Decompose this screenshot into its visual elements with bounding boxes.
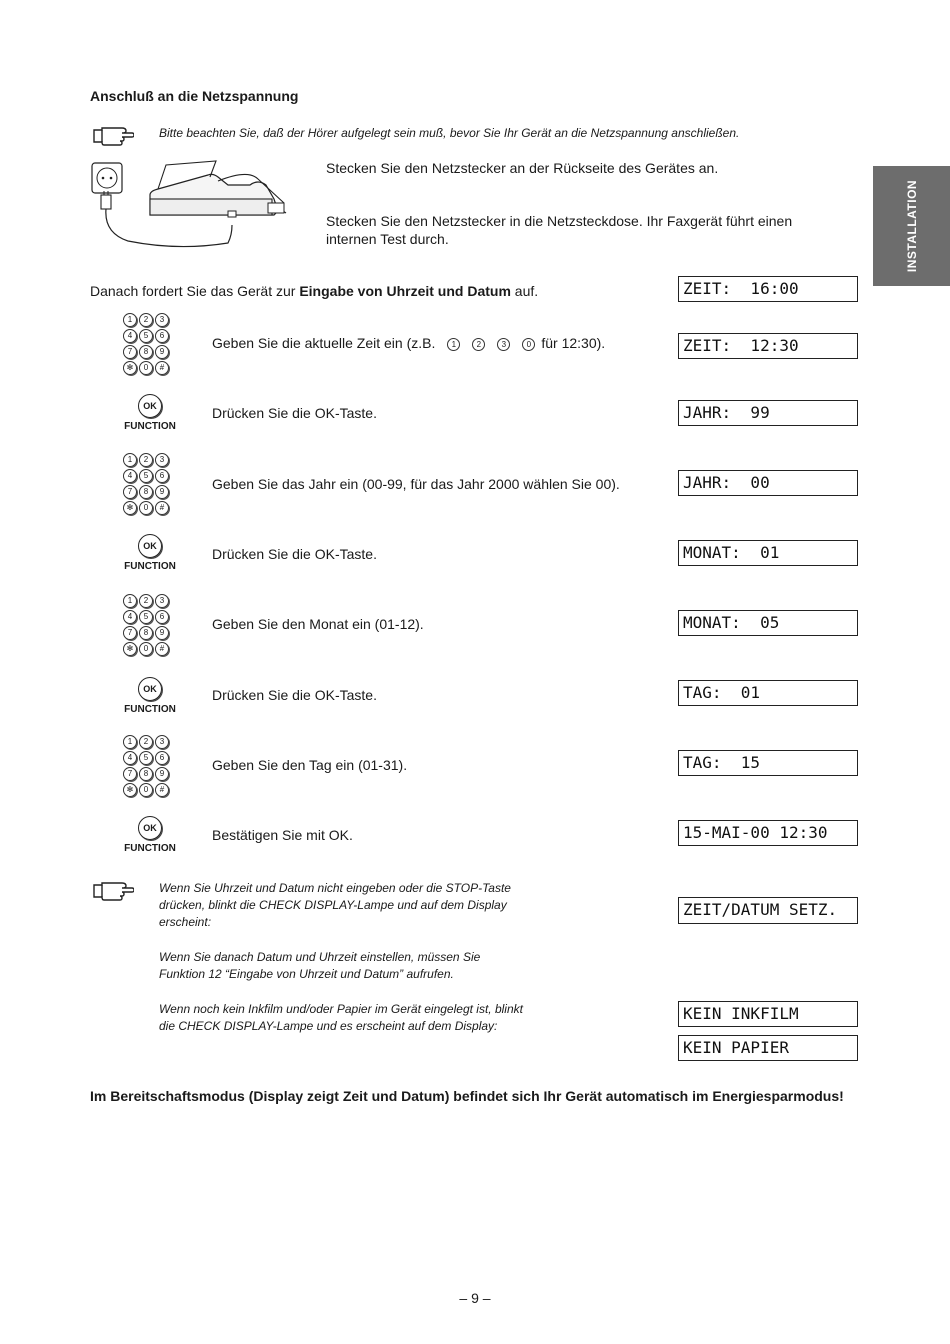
key-icon: 6 bbox=[155, 610, 169, 624]
key-icon: ✻ bbox=[123, 501, 137, 515]
connect-step-rear: Stecken Sie den Netzstecker an der Rückseite des Gerätes an. bbox=[326, 160, 719, 176]
lcd-tag-entered: TAG: 15 bbox=[678, 750, 858, 776]
key-icon: 1 bbox=[123, 453, 137, 467]
note-line: Wenn noch kein Inkfilm und/oder Papier im Gerät eingelegt ist, blinkt bbox=[159, 1002, 523, 1016]
keypad-row bbox=[123, 453, 177, 467]
key-icon: 8 bbox=[139, 485, 153, 499]
step-ok-2: Drücken Sie die OK-Taste. bbox=[212, 546, 377, 562]
key-icon: 3 bbox=[155, 735, 169, 749]
keypad-icon bbox=[123, 313, 177, 377]
intro-bold: Eingabe von Uhrzeit und Datum bbox=[299, 283, 511, 299]
key-icon: 5 bbox=[139, 751, 153, 765]
key-icon: 2 bbox=[472, 338, 485, 351]
key-icon: 4 bbox=[123, 469, 137, 483]
key-icon: 7 bbox=[123, 485, 137, 499]
key-icon: 0 bbox=[139, 642, 153, 656]
lcd-monat-entered: MONAT: 05 bbox=[678, 610, 858, 636]
key-icon: 4 bbox=[123, 610, 137, 624]
fax-power-connection-illustration bbox=[88, 155, 318, 255]
section-tab bbox=[873, 166, 950, 286]
connect-step-socket-line1: Stecken Sie den Netzstecker in die Netzsteckdose. Ihr Faxgerät führt einen bbox=[326, 213, 793, 229]
key-icon: ✻ bbox=[123, 783, 137, 797]
section-tab-label: INSTALLATION bbox=[904, 179, 919, 273]
lcd-zeit-entered: ZEIT: 12:30 bbox=[678, 333, 858, 359]
keypad-row bbox=[123, 626, 177, 640]
function-label: FUNCTION bbox=[124, 843, 176, 854]
keypad-row bbox=[123, 501, 177, 515]
keypad-icon bbox=[123, 735, 177, 799]
step-enter-month: Geben Sie den Monat ein (01-12). bbox=[212, 616, 424, 632]
note-line: die CHECK DISPLAY-Lampe und es erscheint auf dem Display: bbox=[159, 1019, 498, 1033]
lcd-zeit-default: ZEIT: 16:00 bbox=[678, 276, 858, 302]
key-icon: 3 bbox=[155, 594, 169, 608]
keypad-row bbox=[123, 469, 177, 483]
key-icon: 5 bbox=[139, 329, 153, 343]
note-line: Wenn Sie danach Datum und Uhrzeit einstellen, müssen Sie bbox=[159, 950, 481, 964]
page-number: – 9 – bbox=[459, 1290, 491, 1306]
lcd-monat-default: MONAT: 01 bbox=[678, 540, 858, 566]
keypad-row bbox=[123, 313, 177, 327]
step-confirm: Bestätigen Sie mit OK. bbox=[212, 827, 353, 843]
keypad-row bbox=[123, 329, 177, 343]
datetime-intro bbox=[90, 282, 538, 300]
lcd-summary: 15-MAI-00 12:30 bbox=[678, 820, 858, 846]
keypad-row bbox=[123, 783, 177, 797]
keypad-row bbox=[123, 735, 177, 749]
lcd-zeit-datum: ZEIT/DATUM SETZ. bbox=[678, 897, 858, 924]
ok-button-icon: OK bbox=[138, 816, 162, 840]
key-icon: ✻ bbox=[123, 361, 137, 375]
key-icon: 1 bbox=[447, 338, 460, 351]
key-icon: 0 bbox=[139, 361, 153, 375]
key-icon: 5 bbox=[139, 610, 153, 624]
key-icon: 9 bbox=[155, 345, 169, 359]
key-icon: 7 bbox=[123, 626, 137, 640]
keypad-row bbox=[123, 485, 177, 499]
keypad-icon bbox=[123, 453, 177, 517]
key-icon: 2 bbox=[139, 313, 153, 327]
note-line: Funktion 12 “Eingabe von Uhrzeit und Datum” aufrufen. bbox=[159, 967, 454, 981]
energy-saving-note: Im Bereitschaftsmodus (Display zeigt Zeit und Datum) befindet sich Ihr Gerät automatisch im Energiesparmodus! bbox=[90, 1088, 844, 1104]
keypad-row bbox=[123, 751, 177, 765]
keypad-row bbox=[123, 642, 177, 656]
ok-function-button bbox=[122, 816, 178, 854]
lcd-tag-default: TAG: 01 bbox=[678, 680, 858, 706]
intro-prefix: Danach fordert Sie das Gerät zur bbox=[90, 283, 300, 299]
key-icon: 8 bbox=[139, 345, 153, 359]
keypad-icon bbox=[123, 594, 177, 658]
key-icon: 6 bbox=[155, 751, 169, 765]
ok-function-button bbox=[122, 677, 178, 715]
note-line: Wenn Sie Uhrzeit und Datum nicht eingeben oder die STOP-Taste bbox=[159, 881, 511, 895]
key-icon: 2 bbox=[139, 735, 153, 749]
key-icon: 2 bbox=[139, 453, 153, 467]
step-time-prefix: Geben Sie die aktuelle Zeit ein (z.B. bbox=[212, 335, 436, 351]
pointing-hand-icon bbox=[92, 879, 134, 903]
note-line: erscheint: bbox=[159, 915, 212, 929]
function-label: FUNCTION bbox=[124, 421, 176, 432]
lcd-kein-papier: KEIN PAPIER bbox=[678, 1035, 858, 1061]
step-enter-time bbox=[212, 335, 605, 351]
keypad-row bbox=[123, 767, 177, 781]
key-icon: 4 bbox=[123, 751, 137, 765]
key-icon: 8 bbox=[139, 626, 153, 640]
key-icon: ✻ bbox=[123, 642, 137, 656]
note-stop-key bbox=[159, 880, 523, 1035]
section-heading: Anschluß an die Netzspannung bbox=[90, 88, 299, 104]
note-line: drücken, blinkt die CHECK DISPLAY-Lampe und auf dem Display bbox=[159, 898, 507, 912]
function-label: FUNCTION bbox=[124, 704, 176, 715]
step-enter-day: Geben Sie den Tag ein (01-31). bbox=[212, 757, 408, 773]
key-icon: 7 bbox=[123, 345, 137, 359]
pointing-hand-icon bbox=[92, 124, 134, 148]
step-time-suffix: für 12:30). bbox=[541, 335, 606, 351]
ok-function-button bbox=[122, 534, 178, 572]
key-icon: # bbox=[155, 783, 169, 797]
key-icon: 9 bbox=[155, 626, 169, 640]
function-label: FUNCTION bbox=[124, 561, 176, 572]
key-icon: 3 bbox=[155, 453, 169, 467]
key-icon: 1 bbox=[123, 735, 137, 749]
key-icon: # bbox=[155, 501, 169, 515]
connect-step-socket-line2: internen Test durch. bbox=[326, 231, 449, 247]
key-icon: 0 bbox=[522, 338, 535, 351]
key-icon: # bbox=[155, 642, 169, 656]
keypad-row bbox=[123, 361, 177, 375]
key-icon: 3 bbox=[155, 313, 169, 327]
key-icon: 7 bbox=[123, 767, 137, 781]
key-icon: 4 bbox=[123, 329, 137, 343]
step-enter-year: Geben Sie das Jahr ein (00-99, für das Jahr 2000 wählen Sie 00). bbox=[212, 476, 620, 492]
keypad-row bbox=[123, 345, 177, 359]
key-icon: 6 bbox=[155, 469, 169, 483]
key-icon: 9 bbox=[155, 485, 169, 499]
ok-button-icon: OK bbox=[138, 534, 162, 558]
key-icon: 6 bbox=[155, 329, 169, 343]
key-icon: 8 bbox=[139, 767, 153, 781]
key-icon: 1 bbox=[123, 313, 137, 327]
ok-button-icon: OK bbox=[138, 677, 162, 701]
key-icon: 0 bbox=[139, 783, 153, 797]
key-icon: 5 bbox=[139, 469, 153, 483]
key-icon: 2 bbox=[139, 594, 153, 608]
step-ok-3: Drücken Sie die OK-Taste. bbox=[212, 687, 377, 703]
ok-button-icon: OK bbox=[138, 394, 162, 418]
key-icon: 9 bbox=[155, 767, 169, 781]
note-handset: Bitte beachten Sie, daß der Hörer aufgelegt sein muß, bevor Sie Ihr Gerät an die Netzspannung anschließen. bbox=[159, 126, 740, 140]
key-icon: 0 bbox=[139, 501, 153, 515]
lcd-kein-inkfilm: KEIN INKFILM bbox=[678, 1001, 858, 1027]
key-icon: 1 bbox=[123, 594, 137, 608]
ok-function-button bbox=[122, 394, 178, 432]
keypad-row bbox=[123, 610, 177, 624]
key-icon: # bbox=[155, 361, 169, 375]
step-ok-1: Drücken Sie die OK-Taste. bbox=[212, 405, 377, 421]
lcd-jahr-default: JAHR: 99 bbox=[678, 400, 858, 426]
keypad-row bbox=[123, 594, 177, 608]
lcd-jahr-entered: JAHR: 00 bbox=[678, 470, 858, 496]
key-icon: 3 bbox=[497, 338, 510, 351]
intro-suffix: auf. bbox=[510, 283, 539, 299]
